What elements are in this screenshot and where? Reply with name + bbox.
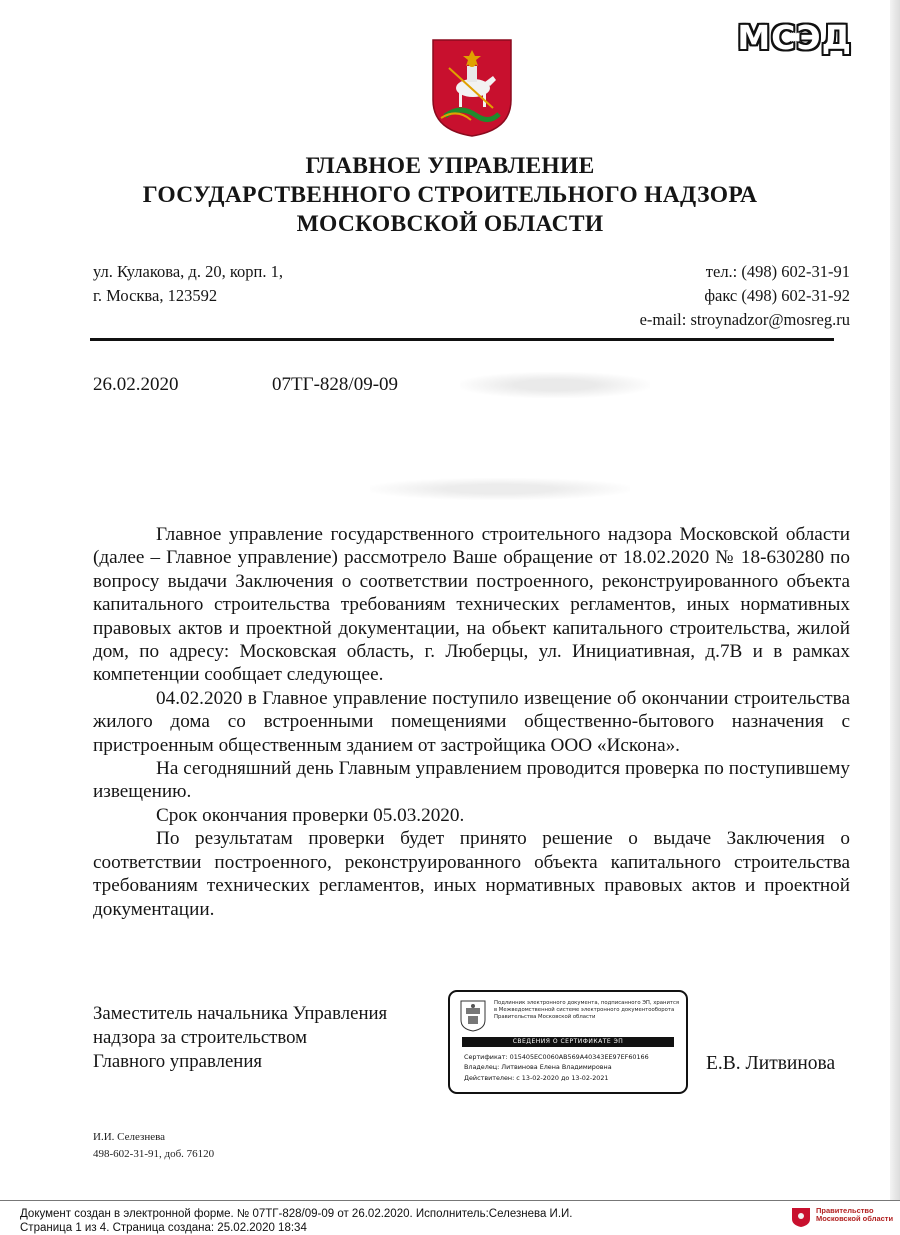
contact-phone: тел.: (498) 602-31-91 [705, 262, 850, 281]
e-signature-stamp [448, 990, 688, 1094]
org-heading [0, 152, 900, 239]
coat-of-arms-icon [431, 38, 513, 138]
position-line: Главного управления [93, 1051, 263, 1072]
body-paragraph: Главное управление государственного строительного надзора Московской области (далее – Главное управление) рассмотрело Ваше обращение от 18.02.2020 № 18-630280 по вопросу выдачи Заключения о соответствии построенного, реконструированного объекта капитального строительства требованиям технических регламентов, иных нормативных правовых актов и проектной документации, на обьект капитального строительства, жилой дом, по адресу: Московская область, г. Люберцы, ул. Инициативная, д.7В и в рамках компетенции сообщает следующее. [93, 524, 850, 686]
body-paragraph: 04.02.2020 в Главное управление поступило извещение об окончании строительства жилого дома со встроенными помещениями общественно-бытового назначения с пристроенным общественным зданием от застройщика ООО «Искона». [93, 687, 850, 756]
executor-block [93, 1129, 214, 1163]
contact-fax: факс (498) 602-31-92 [704, 286, 850, 305]
letter-number: 07ТГ-828/09-09 [272, 374, 399, 395]
address-city: г. Москва, 123592 [93, 286, 218, 305]
contact-email: e-mail: stroynadzor@mosreg.ru [639, 310, 850, 329]
stamp-note: Подлинник электронного документа, подписанного ЭП, хранится в Межведомственной системе электронного документооборота Правительства Московской области [494, 1000, 680, 1020]
org-heading-line: ГЛАВНОЕ УПРАВЛЕНИЕ [305, 153, 595, 179]
footer-text [20, 1207, 572, 1235]
government-label [816, 1207, 893, 1223]
emblem-icon [460, 1000, 486, 1032]
footer-line: Документ создан в электронной форме. № 07ТГ-828/09-09 от 26.02.2020. Исполнитель:Селезнева И.И. [20, 1208, 573, 1220]
gov-label-line: Московской области [816, 1214, 894, 1223]
signatory-position [93, 1002, 387, 1074]
body-paragraph: По результатам проверки будет принято решение о выдаче Заключения о соответствии построенного, реконструированного объекта капитального строительства требованиям технических регламентов, иных нормативных правовых актов и проектной документации. [93, 828, 850, 920]
body-paragraph: На сегодняшний день Главным управлением проводится проверка по поступившему извещению. [93, 758, 850, 803]
org-heading-line: ГОСУДАРСТВЕННОГО СТРОИТЕЛЬНОГО НАДЗОРА [142, 182, 758, 208]
executor-phone: 498-602-31-91, доб. 76120 [93, 1148, 215, 1160]
certificate-details [464, 1052, 649, 1083]
address-street: ул. Кулакова, д. 20, корп. 1, [93, 262, 283, 281]
certificate-owner: Владелец: Литвинова Елена Владимировна [464, 1063, 612, 1072]
letter-body [93, 523, 850, 921]
org-heading-line: МОСКОВСКОЙ ОБЛАСТИ [296, 211, 604, 237]
footer-line: Страница 1 из 4. Страница создана: 25.02.2020 18:34 [20, 1222, 307, 1234]
redacted-recipient [370, 478, 630, 500]
contact-block [640, 260, 850, 332]
body-paragraph: Срок окончания проверки 05.03.2020. [156, 804, 465, 826]
position-line: Заместитель начальника Управления [93, 1003, 388, 1024]
redacted-recipient [460, 372, 650, 398]
stamp-band: СВЕДЕНИЯ О СЕРТИФИКАТЕ ЭП [462, 1037, 674, 1047]
certificate-validity: Действителен: с 13-02-2020 до 13-02-2021 [464, 1073, 609, 1082]
executor-name: И.И. Селезнева [93, 1131, 166, 1143]
certificate-number: Сертификат: 015405EC0060AB569A40343EE97EF60166 [464, 1053, 649, 1061]
position-line: надзора за строительством [93, 1027, 308, 1048]
header-divider [90, 338, 834, 341]
letter-date: 26.02.2020 [93, 374, 179, 395]
msed-mark: МСЭД [737, 18, 852, 57]
government-logo-icon [790, 1206, 812, 1228]
postal-address [93, 260, 283, 308]
gov-label-line: Правительство [816, 1206, 874, 1215]
document-footer [0, 1200, 900, 1234]
signatory-name: Е.В. Литвинова [706, 1053, 836, 1074]
